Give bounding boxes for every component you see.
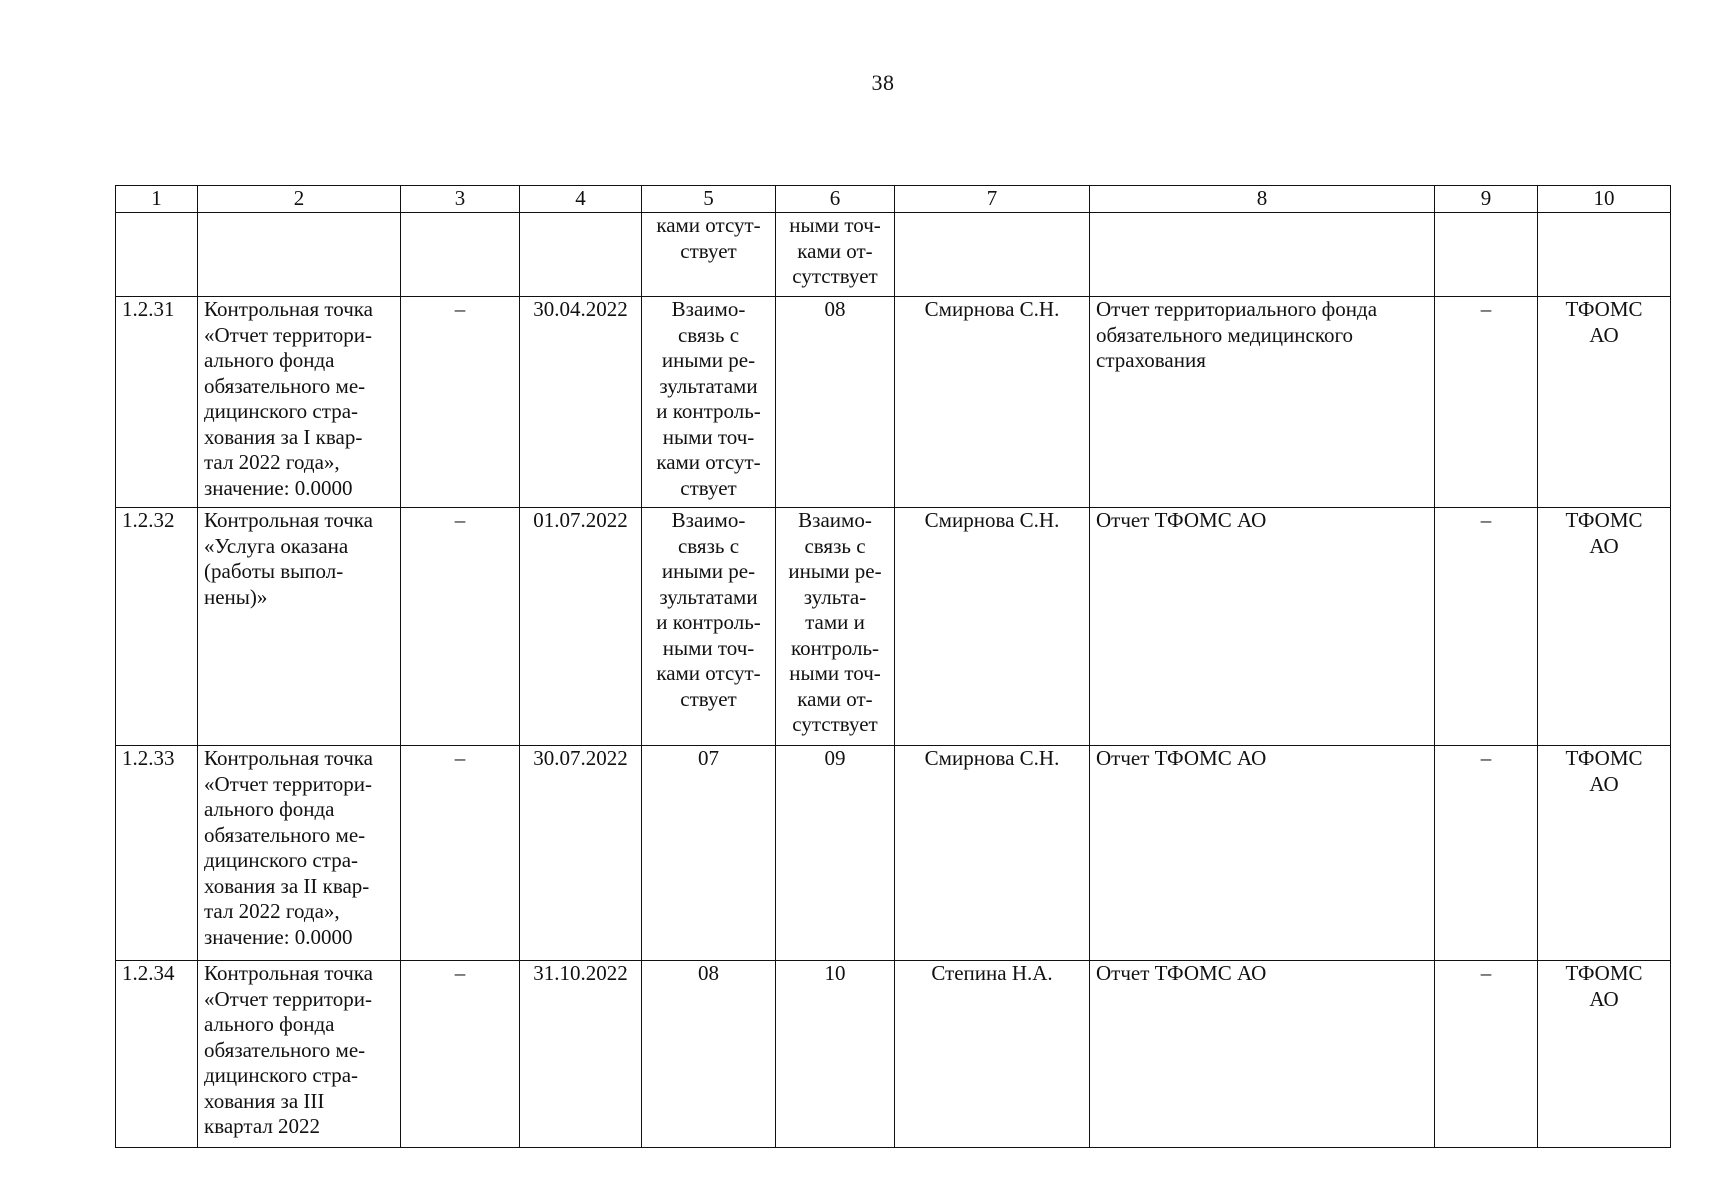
- row-col6: 10: [776, 961, 895, 1148]
- header-row: [116, 186, 1671, 213]
- row-col9: –: [1435, 508, 1538, 746]
- row-number: 1.2.32: [116, 508, 198, 746]
- row-col6: ными точ- ками от- сутствует: [776, 213, 895, 297]
- row-org: [1538, 213, 1671, 297]
- row-number: 1.2.31: [116, 297, 198, 508]
- row-col3: –: [401, 961, 520, 1148]
- row-responsible: Смирнова С.Н.: [895, 508, 1090, 746]
- table-row: [116, 961, 1671, 1148]
- row-col5: 07: [642, 746, 776, 961]
- row-col3: –: [401, 297, 520, 508]
- row-date: 30.07.2022: [520, 746, 642, 961]
- table-row: [116, 746, 1671, 961]
- row-date: [520, 213, 642, 297]
- column-header: 1: [116, 186, 198, 213]
- row-name: Контрольная точка «Отчет территори- ального фонда обязательного ме- дицинского стра- хования за III квартал 2022: [198, 961, 401, 1148]
- row-col5: ками отсут- ствует: [642, 213, 776, 297]
- row-org: ТФОМС АО: [1538, 508, 1671, 746]
- row-number: [116, 213, 198, 297]
- row-col5: Взаимо- связь с иными ре- зультатами и контроль- ными точ- ками отсут- ствует: [642, 297, 776, 508]
- row-document: Отчет ТФОМС АО: [1090, 746, 1435, 961]
- column-header: 3: [401, 186, 520, 213]
- column-header: 2: [198, 186, 401, 213]
- table-row: [116, 508, 1671, 746]
- row-col6: Взаимо- связь с иными ре- зульта- тами и контроль- ными точ- ками от- сутствует: [776, 508, 895, 746]
- table-row: [116, 213, 1671, 297]
- row-document: Отчет ТФОМС АО: [1090, 508, 1435, 746]
- control-points-table: [115, 185, 1671, 1148]
- column-header: 10: [1538, 186, 1671, 213]
- row-date: 30.04.2022: [520, 297, 642, 508]
- row-responsible: [895, 213, 1090, 297]
- row-responsible: Смирнова С.Н.: [895, 746, 1090, 961]
- row-responsible: Смирнова С.Н.: [895, 297, 1090, 508]
- row-col6: 09: [776, 746, 895, 961]
- row-org: ТФОМС АО: [1538, 746, 1671, 961]
- row-document: Отчет территориального фонда обязательного медицинского страхования: [1090, 297, 1435, 508]
- column-header: 5: [642, 186, 776, 213]
- row-col9: –: [1435, 746, 1538, 961]
- row-col3: –: [401, 508, 520, 746]
- row-document: [1090, 213, 1435, 297]
- row-col3: –: [401, 746, 520, 961]
- table-row: [116, 297, 1671, 508]
- column-header: 7: [895, 186, 1090, 213]
- row-col5: 08: [642, 961, 776, 1148]
- row-date: 31.10.2022: [520, 961, 642, 1148]
- row-number: 1.2.33: [116, 746, 198, 961]
- row-name: [198, 213, 401, 297]
- row-col9: –: [1435, 961, 1538, 1148]
- row-name: Контрольная точка «Отчет территори- ального фонда обязательного ме- дицинского стра- хования за I квар- тал 2022 года», значение: 0.0000: [198, 297, 401, 508]
- row-col3: [401, 213, 520, 297]
- column-header: 8: [1090, 186, 1435, 213]
- row-col5: Взаимо- связь с иными ре- зультатами и контроль- ными точ- ками отсут- ствует: [642, 508, 776, 746]
- row-date: 01.07.2022: [520, 508, 642, 746]
- row-number: 1.2.34: [116, 961, 198, 1148]
- row-org: ТФОМС АО: [1538, 961, 1671, 1148]
- row-col6: 08: [776, 297, 895, 508]
- row-name: Контрольная точка «Отчет территори- ального фонда обязательного ме- дицинского стра- хования за II квар- тал 2022 года», значение: 0.0000: [198, 746, 401, 961]
- row-document: Отчет ТФОМС АО: [1090, 961, 1435, 1148]
- row-org: ТФОМС АО: [1538, 297, 1671, 508]
- row-col9: [1435, 213, 1538, 297]
- row-responsible: Степина Н.А.: [895, 961, 1090, 1148]
- column-header: 4: [520, 186, 642, 213]
- column-header: 6: [776, 186, 895, 213]
- row-name: Контрольная точка «Услуга оказана (работы выпол- нены)»: [198, 508, 401, 746]
- page-number: 38: [871, 70, 895, 95]
- row-col9: –: [1435, 297, 1538, 508]
- column-header: 9: [1435, 186, 1538, 213]
